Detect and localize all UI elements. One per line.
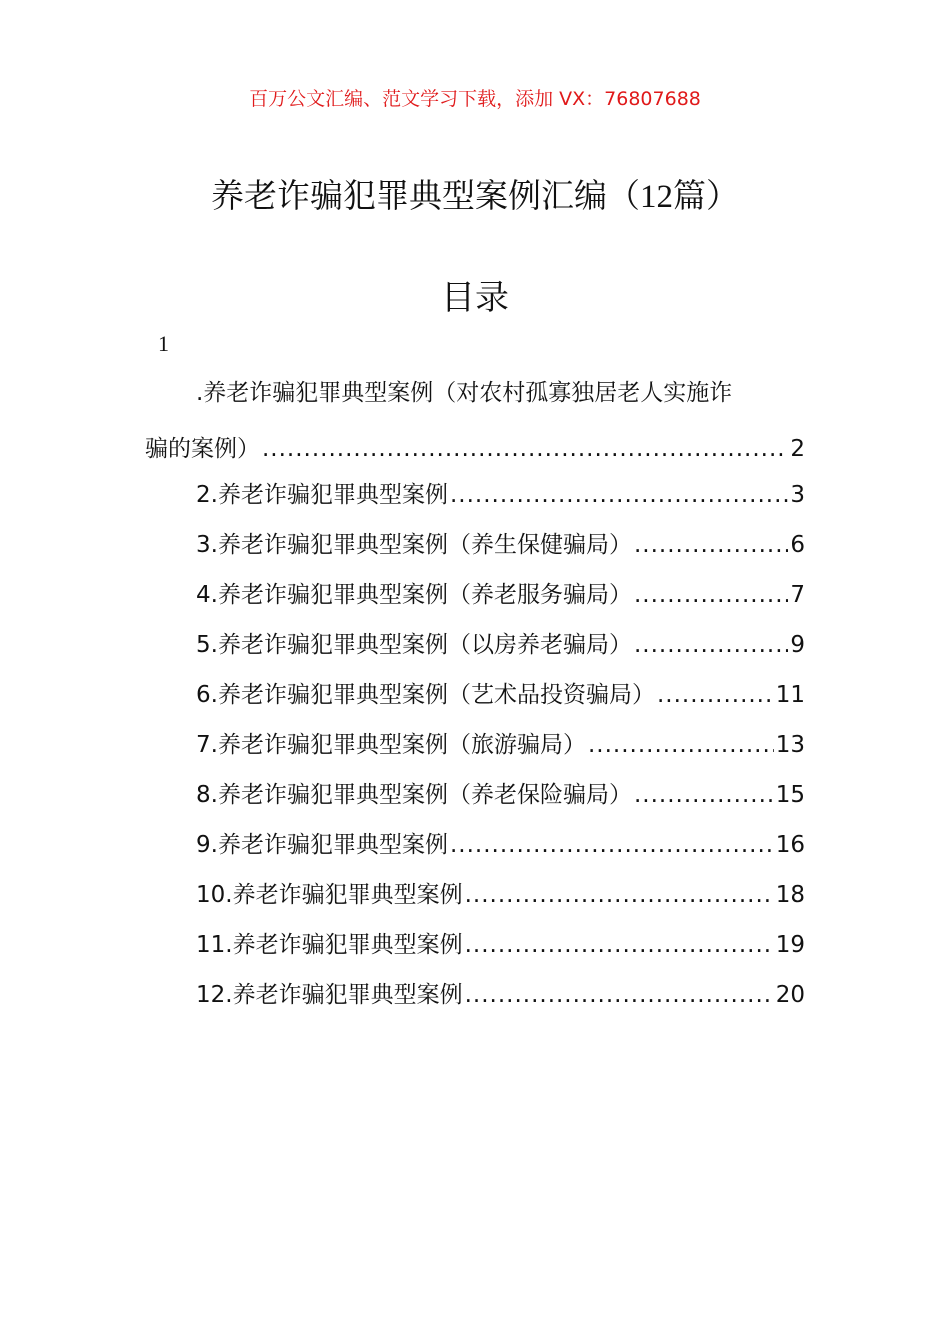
toc-entry[interactable] [145, 670, 805, 720]
toc-list [145, 470, 805, 1020]
toc-entry-title: 12.养老诈骗犯罪典型案例 [196, 982, 463, 1008]
toc-entry[interactable] [145, 820, 805, 870]
toc-entry-page: 9 [790, 632, 805, 658]
toc-entry-title: 8.养老诈骗犯罪典型案例（养老保险骗局） [196, 782, 632, 808]
toc-entry-title: .养老诈骗犯罪典型案例（对农村孤寡独居老人实施诈 [196, 380, 733, 406]
toc-entry[interactable] [145, 520, 805, 570]
toc-entry-page: 18 [775, 882, 805, 908]
toc-entry[interactable] [145, 570, 805, 620]
toc-leader [465, 870, 774, 920]
toc-entry-title-cont: 骗的案例） [145, 436, 260, 462]
toc-entry-title: 3.养老诈骗犯罪典型案例（养生保健骗局） [196, 532, 632, 558]
table-of-contents [145, 370, 805, 1020]
toc-entry-title: 9.养老诈骗犯罪典型案例 [196, 832, 448, 858]
header-note: 百万公文汇编、范文学习下载，添加 VX：76807688 [249, 88, 701, 110]
toc-entry[interactable] [145, 920, 805, 970]
toc-entry[interactable] [145, 770, 805, 820]
toc-entry-title: 11.养老诈骗犯罪典型案例 [196, 932, 463, 958]
toc-entry-page: 3 [790, 482, 805, 508]
toc-leader [657, 670, 774, 720]
toc-entry-title: 10.养老诈骗犯罪典型案例 [196, 882, 463, 908]
toc-item-number: 1 [158, 331, 169, 356]
toc-leader [634, 570, 788, 620]
toc-entry-page: 2 [790, 436, 805, 462]
toc-leader [634, 520, 788, 570]
document-title [0, 172, 950, 221]
toc-entry-title: 6.养老诈骗犯罪典型案例（艺术品投资骗局） [196, 682, 655, 708]
toc-entry[interactable] [145, 870, 805, 920]
toc-leader [465, 970, 774, 1020]
toc-entry-page: 20 [775, 982, 805, 1008]
toc-entry[interactable] [145, 970, 805, 1020]
toc-leader [465, 920, 774, 970]
toc-leader [450, 820, 774, 870]
toc-leader [588, 720, 774, 770]
toc-leader [262, 424, 788, 474]
title-number: 12 [640, 179, 673, 215]
toc-entry-page: 6 [790, 532, 805, 558]
toc-heading: 目录 [441, 278, 509, 318]
toc-leader [634, 770, 774, 820]
toc-entry[interactable] [145, 470, 805, 520]
toc-entry-title: 7.养老诈骗犯罪典型案例（旅游骗局） [196, 732, 586, 758]
toc-entry-title: 5.养老诈骗犯罪典型案例（以房养老骗局） [196, 632, 632, 658]
toc-entry-page: 13 [775, 732, 805, 758]
toc-leader [450, 470, 788, 520]
toc-leader [634, 620, 788, 670]
toc-entry-title: 2.养老诈骗犯罪典型案例 [196, 482, 448, 508]
toc-entry-page: 15 [775, 782, 805, 808]
toc-entry-page: 19 [775, 932, 805, 958]
title-suffix: 篇） [673, 176, 739, 215]
toc-entry[interactable] [145, 620, 805, 670]
toc-entry-page: 11 [775, 682, 805, 708]
title-prefix: 养老诈骗犯罪典型案例汇编（ [211, 176, 640, 215]
toc-entry-page: 7 [790, 582, 805, 608]
toc-entry-continuation [145, 424, 805, 474]
toc-entry-page: 16 [775, 832, 805, 858]
toc-entry[interactable] [145, 370, 805, 470]
toc-entry-title: 4.养老诈骗犯罪典型案例（养老服务骗局） [196, 582, 632, 608]
toc-entry[interactable] [145, 720, 805, 770]
